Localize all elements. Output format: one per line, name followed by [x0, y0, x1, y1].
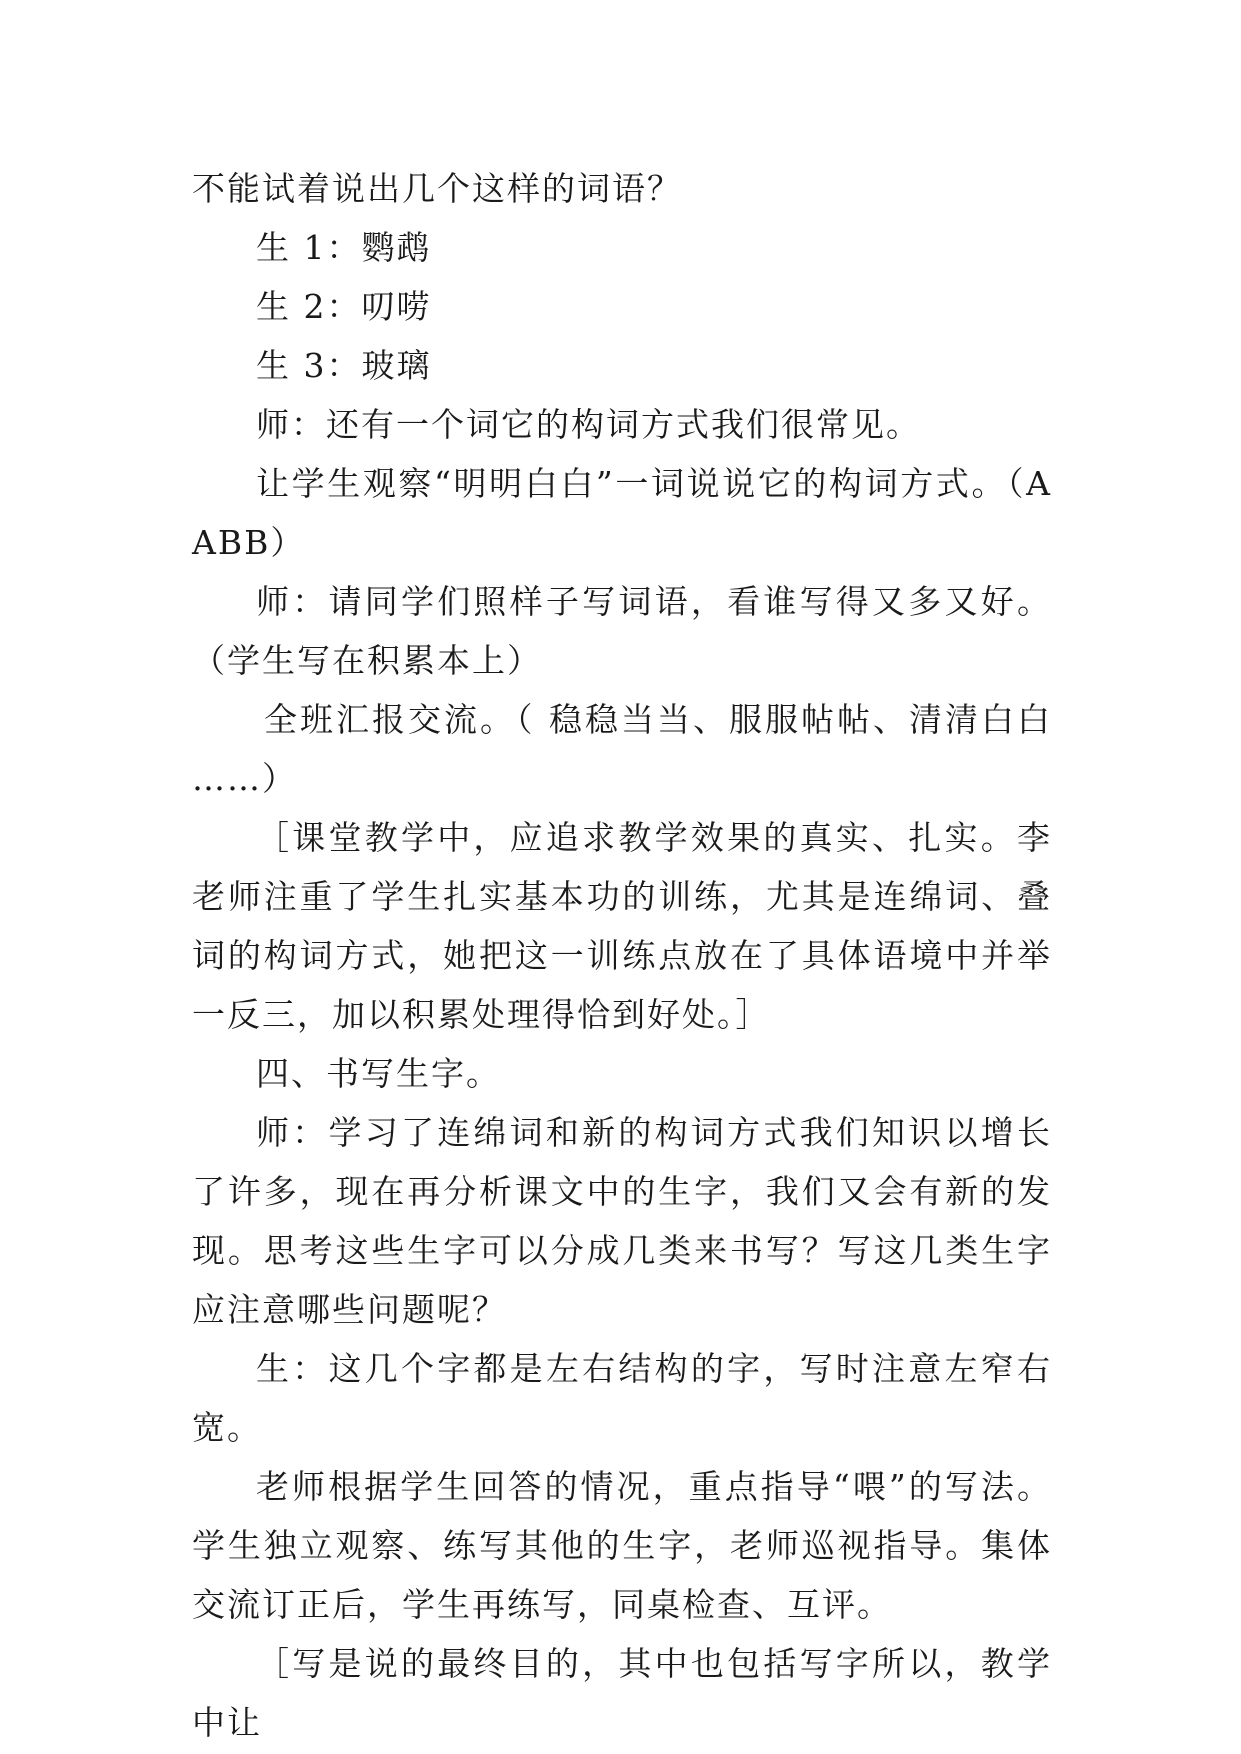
paragraph-teacher-2: 师：请同学们照样子写词语，看谁写得又多又好。（学生写在积累本上）	[192, 582, 1052, 680]
paragraph-observe: 让学生观察“明明白白”一词说说它的构词方式。（AABB）	[192, 464, 1052, 562]
paragraph-student-1: 生 1：鹦鹉	[256, 228, 432, 267]
paragraph-student-answer: 生：这几个字都是左右结构的字，写时注意左窄右宽。	[192, 1349, 1052, 1447]
paragraph-comment-2: ［写是说的最终目的，其中也包括写字所以，教学中让	[192, 1644, 1052, 1742]
paragraph-report: 全班汇报交流。（ 稳稳当当、服服帖帖、清清白白 ……）	[192, 700, 1052, 798]
paragraph-teacher-3: 师：学习了连绵词和新的构词方式我们知识以增长了许多，现在再分析课文中的生字，我们又会有新的发现。思考这些生字可以分成几类来书写？写这几类生字应注意哪些问题呢？	[192, 1113, 1052, 1329]
document-body	[192, 159, 1052, 1752]
paragraph-teacher-1: 师：还有一个词它的构词方式我们很常见。	[256, 405, 921, 444]
paragraph-student-2: 生 2：叨唠	[256, 287, 432, 326]
paragraph-guidance: 老师根据学生回答的情况，重点指导“喂”的写法。学生独立观察、练写其他的生字，老师巡视指导。集体交流订正后，学生再练写，同桌检查、互评。	[192, 1467, 1052, 1624]
paragraph-continuation: 不能试着说出几个这样的词语？	[192, 169, 682, 208]
paragraph-student-3: 生 3：玻璃	[256, 346, 432, 385]
paragraph-comment-1: ［课堂教学中，应追求教学效果的真实、扎实。李老师注重了学生扎实基本功的训练，尤其是连绵词、叠词的构词方式，她把这一训练点放在了具体语境中并举一反三，加以积累处理得恰到好处。］	[192, 818, 1052, 1034]
paragraph-section-heading: 四、书写生字。	[256, 1054, 501, 1093]
